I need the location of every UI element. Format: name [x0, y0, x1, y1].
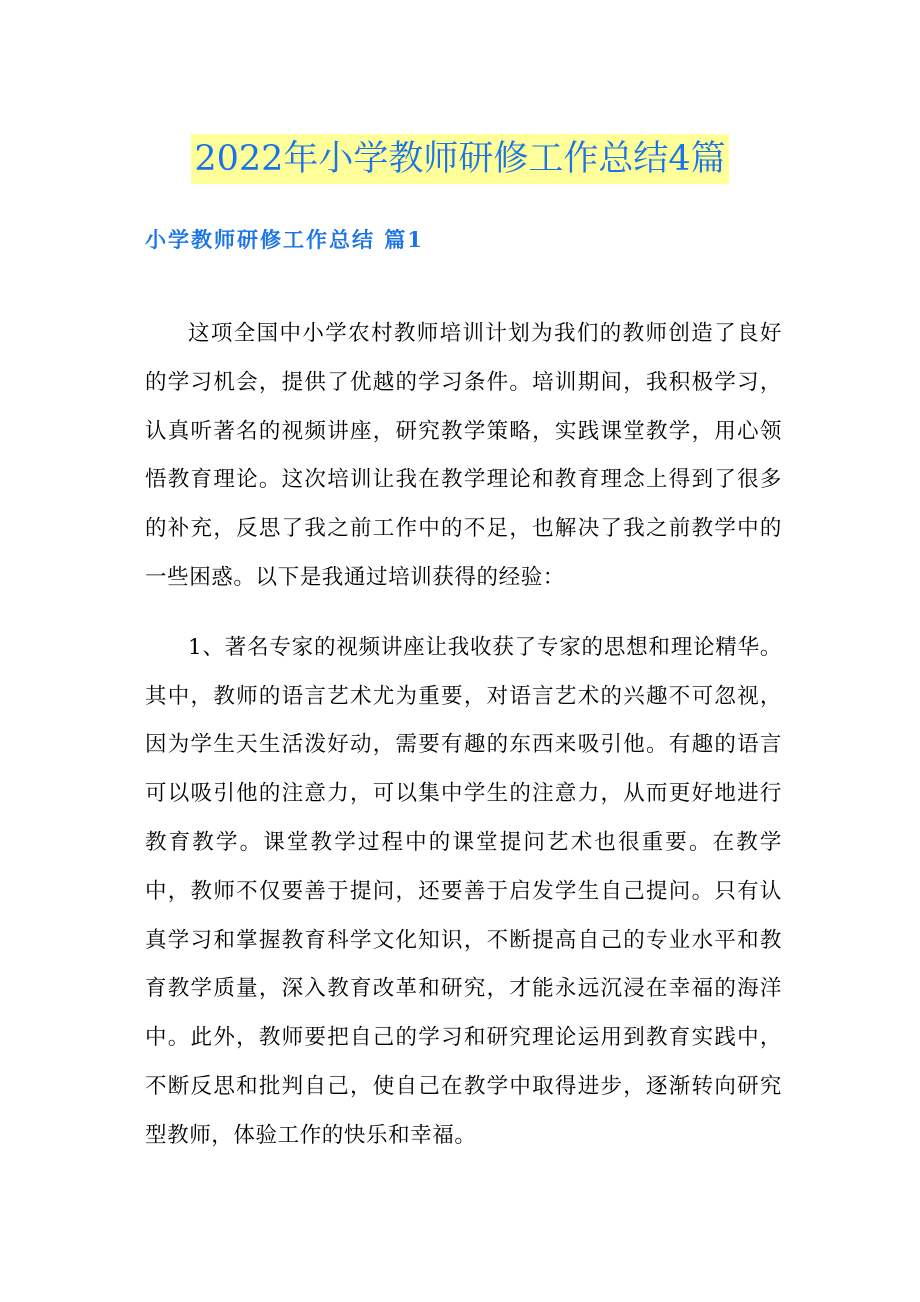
document-title: 2022年小学教师研修工作总结4篇 — [191, 134, 728, 184]
body-paragraph-intro: 这项全国中小学农村教师培训计划为我们的教师创造了良好的学习机会，提供了优越的学习条件。培训期间，我积极学习，认真听著名的视频讲座，研究教学策略，实践课堂教学，用心领悟教育理论。这次培训让我在教学理论和教育理念上得到了很多的补充，反思了我之前工作中的不足，也解决了我之前教学中的一些困惑。以下是我通过培训获得的经验： — [145, 321, 782, 590]
section-heading: 小学教师研修工作总结 篇1 — [145, 227, 424, 252]
document-title-container — [0, 134, 920, 184]
document-body — [145, 310, 782, 1161]
body-paragraph-point-1: 1、著名专家的视频讲座让我收获了专家的思想和理论精华。其中，教师的语言艺术尤为重要，对语言艺术的兴趣不可忽视，因为学生天生活泼好动，需要有趣的东西来吸引他。有趣的语言可以吸引他的注意力，可以集中学生的注意力，从而更好地进行教育教学。课堂教学过程中的课堂提问艺术也很重要。在教学中，教师不仅要善于提问，还要善于启发学生自己提问。只有认真学习和掌握教育科学文化知识，不断提高自己的专业水平和教育教学质量，深入教育改革和研究，才能永远沉浸在幸福的海洋中。此外，教师要把自己的学习和研究理论运用到教育实践中，不断反思和批判自己，使自己在教学中取得进步，逐渐转向研究型教师，体验工作的快乐和幸福。 — [145, 634, 782, 1148]
